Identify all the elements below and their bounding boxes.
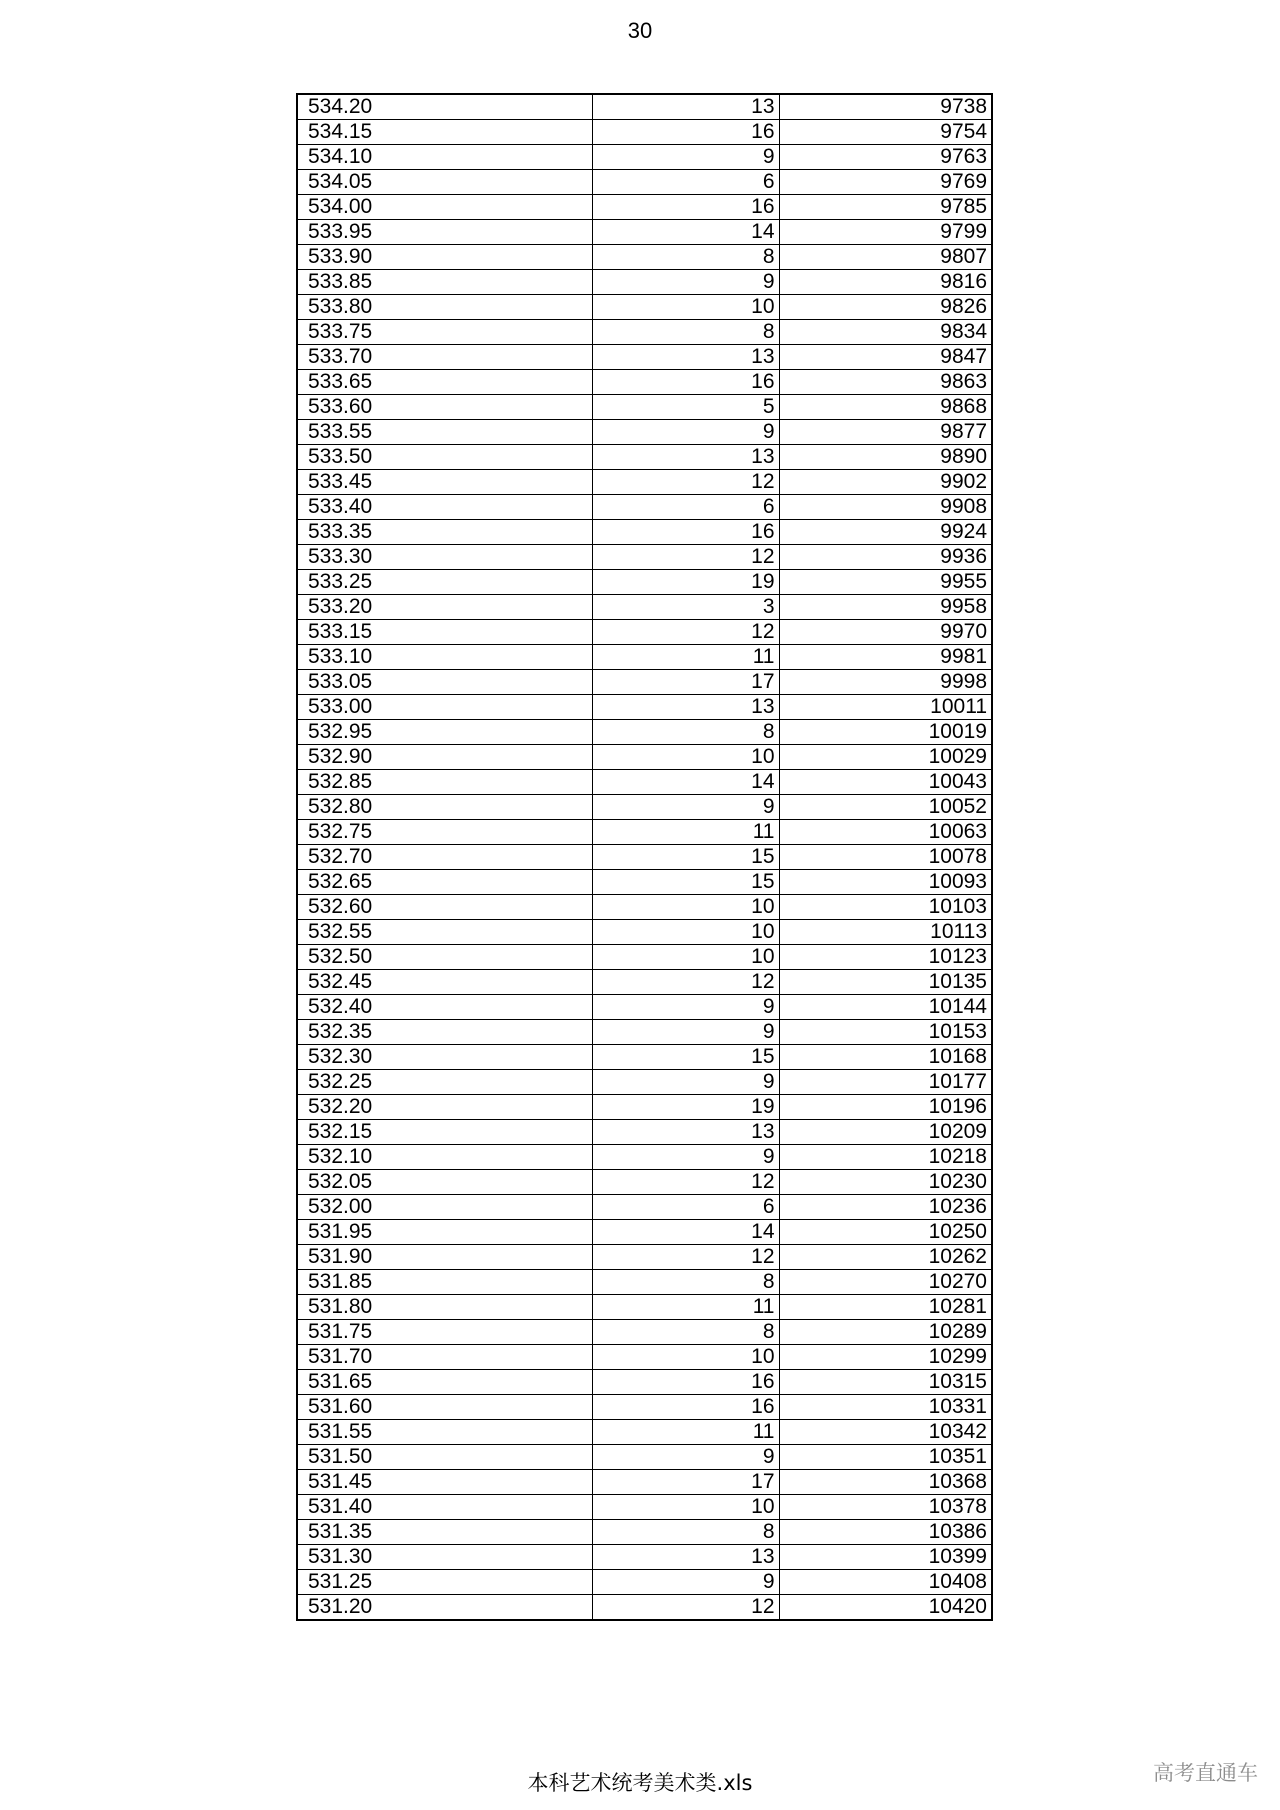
count-cell: 9	[592, 270, 779, 295]
count-cell: 13	[592, 445, 779, 470]
score-cell: 534.10	[297, 145, 592, 170]
cumulative-cell: 10270	[779, 1270, 992, 1295]
cumulative-cell: 10351	[779, 1445, 992, 1470]
count-cell: 13	[592, 345, 779, 370]
cumulative-cell: 10299	[779, 1345, 992, 1370]
table-row	[297, 1595, 992, 1621]
score-cell: 533.50	[297, 445, 592, 470]
score-cell: 533.80	[297, 295, 592, 320]
score-cell: 533.90	[297, 245, 592, 270]
score-cell: 533.30	[297, 545, 592, 570]
table-row	[297, 245, 992, 270]
score-cell: 532.55	[297, 920, 592, 945]
count-cell: 9	[592, 795, 779, 820]
cumulative-cell: 9868	[779, 395, 992, 420]
score-cell: 531.60	[297, 1395, 592, 1420]
count-cell: 13	[592, 94, 779, 120]
cumulative-cell: 10262	[779, 1245, 992, 1270]
score-cell: 532.60	[297, 895, 592, 920]
cumulative-cell: 10331	[779, 1395, 992, 1420]
table-row	[297, 620, 992, 645]
score-cell: 532.20	[297, 1095, 592, 1120]
cumulative-cell: 10052	[779, 795, 992, 820]
count-cell: 11	[592, 645, 779, 670]
score-cell: 532.45	[297, 970, 592, 995]
table-row	[297, 1245, 992, 1270]
count-cell: 8	[592, 720, 779, 745]
cumulative-cell: 10368	[779, 1470, 992, 1495]
count-cell: 14	[592, 1220, 779, 1245]
count-cell: 6	[592, 170, 779, 195]
count-cell: 6	[592, 1195, 779, 1220]
count-cell: 15	[592, 845, 779, 870]
count-cell: 6	[592, 495, 779, 520]
table-row	[297, 1045, 992, 1070]
table-row	[297, 195, 992, 220]
cumulative-cell: 10236	[779, 1195, 992, 1220]
table-row	[297, 1320, 992, 1345]
cumulative-cell: 10399	[779, 1545, 992, 1570]
count-cell: 12	[592, 545, 779, 570]
cumulative-cell: 9834	[779, 320, 992, 345]
score-cell: 531.80	[297, 1295, 592, 1320]
count-cell: 12	[592, 620, 779, 645]
score-cell: 531.70	[297, 1345, 592, 1370]
score-cell: 532.40	[297, 995, 592, 1020]
score-cell: 531.65	[297, 1370, 592, 1395]
cumulative-cell: 10123	[779, 945, 992, 970]
cumulative-cell: 9816	[779, 270, 992, 295]
score-cell: 532.65	[297, 870, 592, 895]
count-cell: 8	[592, 1270, 779, 1295]
score-distribution-table	[296, 93, 993, 1621]
score-cell: 531.50	[297, 1445, 592, 1470]
watermark: 高考直通车	[1153, 1761, 1258, 1785]
table-row	[297, 1095, 992, 1120]
table-row	[297, 145, 992, 170]
table-row	[297, 1470, 992, 1495]
cumulative-cell: 9826	[779, 295, 992, 320]
count-cell: 9	[592, 1145, 779, 1170]
count-cell: 11	[592, 820, 779, 845]
cumulative-cell: 9807	[779, 245, 992, 270]
score-cell: 531.40	[297, 1495, 592, 1520]
cumulative-cell: 10063	[779, 820, 992, 845]
cumulative-cell: 10153	[779, 1020, 992, 1045]
count-cell: 16	[592, 1395, 779, 1420]
table-row	[297, 1370, 992, 1395]
count-cell: 14	[592, 770, 779, 795]
table-row	[297, 94, 992, 120]
table-row	[297, 1495, 992, 1520]
score-cell: 534.00	[297, 195, 592, 220]
table-row	[297, 870, 992, 895]
table-row	[297, 995, 992, 1020]
cumulative-cell: 10218	[779, 1145, 992, 1170]
score-cell: 533.40	[297, 495, 592, 520]
cumulative-cell: 10420	[779, 1595, 992, 1621]
cumulative-cell: 10230	[779, 1170, 992, 1195]
cumulative-cell: 9902	[779, 470, 992, 495]
cumulative-cell: 9924	[779, 520, 992, 545]
score-cell: 533.85	[297, 270, 592, 295]
table-row	[297, 420, 992, 445]
count-cell: 8	[592, 245, 779, 270]
count-cell: 10	[592, 1345, 779, 1370]
table-row	[297, 820, 992, 845]
score-cell: 533.15	[297, 620, 592, 645]
score-cell: 533.70	[297, 345, 592, 370]
table-row	[297, 470, 992, 495]
table-row	[297, 1295, 992, 1320]
table-row	[297, 695, 992, 720]
score-cell: 532.75	[297, 820, 592, 845]
count-cell: 9	[592, 1020, 779, 1045]
score-cell: 533.55	[297, 420, 592, 445]
table-row	[297, 945, 992, 970]
table-row	[297, 320, 992, 345]
count-cell: 14	[592, 220, 779, 245]
table-row	[297, 920, 992, 945]
score-cell: 533.60	[297, 395, 592, 420]
score-cell: 531.75	[297, 1320, 592, 1345]
cumulative-cell: 10043	[779, 770, 992, 795]
table-row	[297, 895, 992, 920]
table-row	[297, 1070, 992, 1095]
count-cell: 15	[592, 870, 779, 895]
count-cell: 17	[592, 1470, 779, 1495]
score-cell: 533.35	[297, 520, 592, 545]
table-row	[297, 645, 992, 670]
table-row	[297, 395, 992, 420]
score-cell: 532.85	[297, 770, 592, 795]
count-cell: 13	[592, 1545, 779, 1570]
count-cell: 9	[592, 995, 779, 1020]
count-cell: 10	[592, 1495, 779, 1520]
score-cell: 534.15	[297, 120, 592, 145]
count-cell: 16	[592, 370, 779, 395]
cumulative-cell: 10342	[779, 1420, 992, 1445]
score-cell: 533.95	[297, 220, 592, 245]
count-cell: 10	[592, 945, 779, 970]
count-cell: 5	[592, 395, 779, 420]
cumulative-cell: 9738	[779, 94, 992, 120]
cumulative-cell: 9958	[779, 595, 992, 620]
cumulative-cell: 9785	[779, 195, 992, 220]
cumulative-cell: 9998	[779, 670, 992, 695]
cumulative-cell: 9877	[779, 420, 992, 445]
score-cell: 531.25	[297, 1570, 592, 1595]
cumulative-cell: 9981	[779, 645, 992, 670]
score-cell: 533.05	[297, 670, 592, 695]
count-cell: 12	[592, 1245, 779, 1270]
score-cell: 531.30	[297, 1545, 592, 1570]
score-cell: 532.80	[297, 795, 592, 820]
score-cell: 533.75	[297, 320, 592, 345]
count-cell: 11	[592, 1420, 779, 1445]
table-row	[297, 1220, 992, 1245]
table-row	[297, 1020, 992, 1045]
cumulative-cell: 10289	[779, 1320, 992, 1345]
cumulative-cell: 9763	[779, 145, 992, 170]
score-cell: 533.00	[297, 695, 592, 720]
table-row	[297, 345, 992, 370]
count-cell: 8	[592, 320, 779, 345]
footer-filename: 本科艺术统考美术类.xls	[527, 1771, 753, 1795]
count-cell: 13	[592, 1120, 779, 1145]
table-row	[297, 495, 992, 520]
cumulative-cell: 9890	[779, 445, 992, 470]
cumulative-cell: 10315	[779, 1370, 992, 1395]
cumulative-cell: 10250	[779, 1220, 992, 1245]
count-cell: 12	[592, 970, 779, 995]
count-cell: 12	[592, 470, 779, 495]
cumulative-cell: 9754	[779, 120, 992, 145]
count-cell: 12	[592, 1595, 779, 1621]
count-cell: 10	[592, 745, 779, 770]
count-cell: 9	[592, 1570, 779, 1595]
table-row	[297, 1345, 992, 1370]
cumulative-cell: 10386	[779, 1520, 992, 1545]
score-cell: 534.20	[297, 94, 592, 120]
cumulative-cell: 9863	[779, 370, 992, 395]
score-cell: 532.90	[297, 745, 592, 770]
score-cell: 532.15	[297, 1120, 592, 1145]
cumulative-cell: 10019	[779, 720, 992, 745]
score-cell: 533.45	[297, 470, 592, 495]
table-row	[297, 670, 992, 695]
cumulative-cell: 9955	[779, 570, 992, 595]
page-number: 30	[627, 18, 653, 43]
table-row	[297, 770, 992, 795]
cumulative-cell: 10135	[779, 970, 992, 995]
count-cell: 10	[592, 295, 779, 320]
cumulative-cell: 10011	[779, 695, 992, 720]
table-row	[297, 1420, 992, 1445]
count-cell: 3	[592, 595, 779, 620]
count-cell: 9	[592, 145, 779, 170]
table-row	[297, 745, 992, 770]
table-row	[297, 170, 992, 195]
cumulative-cell: 10168	[779, 1045, 992, 1070]
count-cell: 8	[592, 1320, 779, 1345]
cumulative-cell: 9847	[779, 345, 992, 370]
cumulative-cell: 10408	[779, 1570, 992, 1595]
cumulative-cell: 10103	[779, 895, 992, 920]
count-cell: 16	[592, 195, 779, 220]
table-row	[297, 120, 992, 145]
count-cell: 19	[592, 1095, 779, 1120]
score-cell: 533.10	[297, 645, 592, 670]
score-cell: 532.35	[297, 1020, 592, 1045]
score-cell: 531.20	[297, 1595, 592, 1621]
score-cell: 532.05	[297, 1170, 592, 1195]
table-row	[297, 1170, 992, 1195]
count-cell: 8	[592, 1520, 779, 1545]
table-row	[297, 220, 992, 245]
score-cell: 532.50	[297, 945, 592, 970]
cumulative-cell: 10378	[779, 1495, 992, 1520]
count-cell: 16	[592, 1370, 779, 1395]
cumulative-cell: 10078	[779, 845, 992, 870]
table-row	[297, 595, 992, 620]
count-cell: 16	[592, 120, 779, 145]
score-cell: 531.85	[297, 1270, 592, 1295]
table-row	[297, 845, 992, 870]
cumulative-cell: 10144	[779, 995, 992, 1020]
score-cell: 533.65	[297, 370, 592, 395]
score-cell: 531.35	[297, 1520, 592, 1545]
cumulative-cell: 10113	[779, 920, 992, 945]
cumulative-cell: 9769	[779, 170, 992, 195]
score-cell: 531.55	[297, 1420, 592, 1445]
count-cell: 12	[592, 1170, 779, 1195]
count-cell: 13	[592, 695, 779, 720]
score-cell: 531.45	[297, 1470, 592, 1495]
cumulative-cell: 10196	[779, 1095, 992, 1120]
cumulative-cell: 9936	[779, 545, 992, 570]
cumulative-cell: 10093	[779, 870, 992, 895]
cumulative-cell: 10177	[779, 1070, 992, 1095]
score-cell: 532.95	[297, 720, 592, 745]
score-cell: 532.00	[297, 1195, 592, 1220]
score-cell: 533.25	[297, 570, 592, 595]
cumulative-cell: 10281	[779, 1295, 992, 1320]
score-cell: 533.20	[297, 595, 592, 620]
score-cell: 532.10	[297, 1145, 592, 1170]
table-row	[297, 1520, 992, 1545]
table-row	[297, 795, 992, 820]
count-cell: 17	[592, 670, 779, 695]
table-row	[297, 1195, 992, 1220]
score-cell: 532.25	[297, 1070, 592, 1095]
count-cell: 11	[592, 1295, 779, 1320]
cumulative-cell: 9908	[779, 495, 992, 520]
table-row	[297, 1570, 992, 1595]
count-cell: 9	[592, 420, 779, 445]
score-cell: 532.70	[297, 845, 592, 870]
score-cell: 531.90	[297, 1245, 592, 1270]
table-row	[297, 445, 992, 470]
table-row	[297, 1145, 992, 1170]
table-row	[297, 1545, 992, 1570]
count-cell: 9	[592, 1445, 779, 1470]
table-row	[297, 720, 992, 745]
count-cell: 10	[592, 920, 779, 945]
table-row	[297, 570, 992, 595]
table-row	[297, 270, 992, 295]
table-row	[297, 370, 992, 395]
table-row	[297, 1395, 992, 1420]
count-cell: 19	[592, 570, 779, 595]
table-row	[297, 1120, 992, 1145]
cumulative-cell: 9799	[779, 220, 992, 245]
table-row	[297, 520, 992, 545]
count-cell: 10	[592, 895, 779, 920]
count-cell: 15	[592, 1045, 779, 1070]
score-table-body	[297, 94, 992, 1620]
table-row	[297, 970, 992, 995]
score-cell: 534.05	[297, 170, 592, 195]
table-row	[297, 545, 992, 570]
score-cell: 532.30	[297, 1045, 592, 1070]
cumulative-cell: 10029	[779, 745, 992, 770]
cumulative-cell: 9970	[779, 620, 992, 645]
count-cell: 9	[592, 1070, 779, 1095]
cumulative-cell: 10209	[779, 1120, 992, 1145]
table-row	[297, 295, 992, 320]
score-cell: 531.95	[297, 1220, 592, 1245]
table-row	[297, 1445, 992, 1470]
count-cell: 16	[592, 520, 779, 545]
table-row	[297, 1270, 992, 1295]
